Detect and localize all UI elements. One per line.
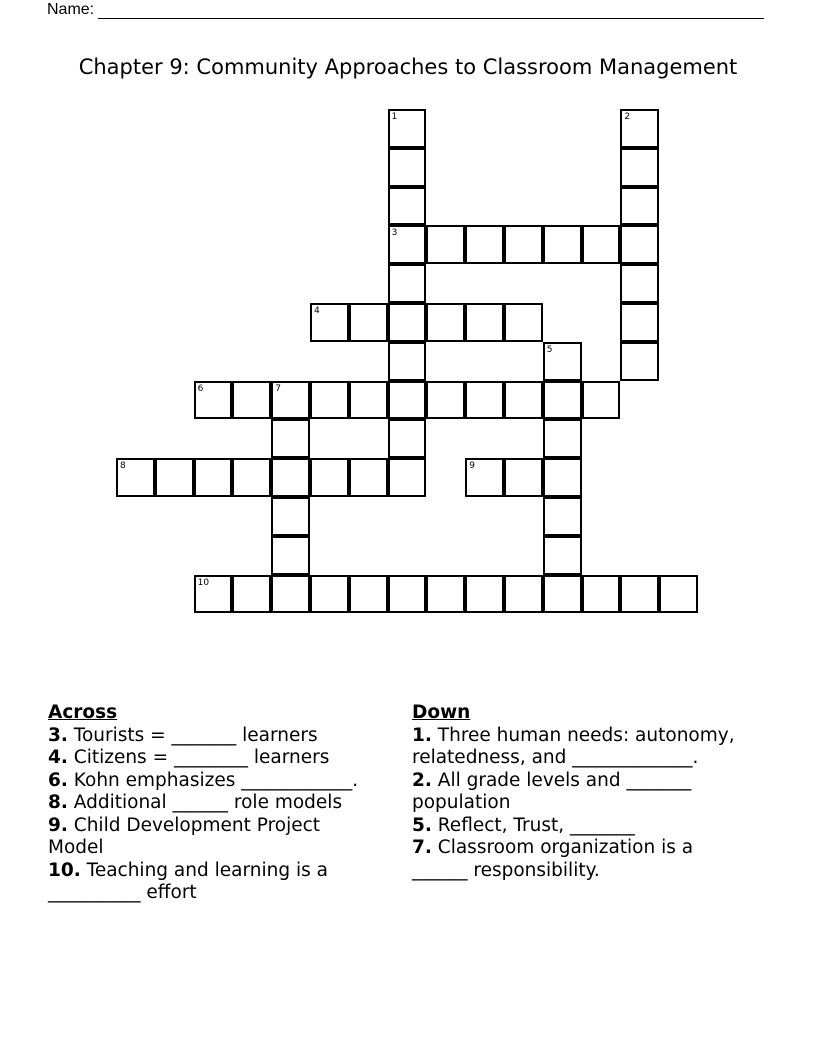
crossword-cell[interactable] <box>388 148 427 187</box>
crossword-cell[interactable] <box>543 225 582 264</box>
cell-number: 5 <box>546 344 553 355</box>
crossword-cell[interactable] <box>388 381 427 420</box>
crossword-cell[interactable] <box>388 575 427 614</box>
clue-across-10 <box>48 860 378 905</box>
crossword-cell[interactable] <box>620 264 659 303</box>
clue-text: Citizens = ________ learners <box>67 747 330 768</box>
crossword-cell[interactable] <box>116 458 155 497</box>
crossword-cell[interactable] <box>271 419 310 458</box>
crossword-cell[interactable] <box>504 225 543 264</box>
clue-across-4 <box>48 747 378 770</box>
crossword-cell[interactable] <box>194 575 233 614</box>
crossword-cell[interactable] <box>620 225 659 264</box>
crossword-cell[interactable] <box>349 381 388 420</box>
cell-number: 2 <box>624 112 631 122</box>
crossword-cell[interactable] <box>388 458 427 497</box>
crossword-cell[interactable] <box>388 264 427 303</box>
crossword-cell[interactable] <box>620 109 659 148</box>
crossword-cell[interactable] <box>271 536 310 575</box>
crossword-cell[interactable] <box>465 381 504 420</box>
crossword-cell[interactable] <box>543 575 582 614</box>
crossword-cell[interactable] <box>465 303 504 342</box>
clue-text: Child Development Project Model <box>48 814 321 858</box>
clue-text: Additional ______ role models <box>67 792 343 813</box>
across-clues <box>48 702 378 905</box>
crossword-cell[interactable] <box>232 381 271 420</box>
crossword-cell[interactable] <box>310 381 349 420</box>
cell-number: 1 <box>391 112 398 122</box>
crossword-cell[interactable] <box>543 342 582 381</box>
cell-number: 6 <box>197 383 204 394</box>
clue-down-2 <box>412 770 752 815</box>
clue-number: 5. <box>412 814 432 836</box>
crossword-cell[interactable] <box>271 575 310 614</box>
crossword-cell[interactable] <box>194 381 233 420</box>
clue-number: 2. <box>412 769 432 791</box>
cell-number: 7 <box>275 383 281 394</box>
cell-number: 4 <box>314 306 320 316</box>
down-heading: Down <box>412 702 471 723</box>
crossword-cell[interactable] <box>310 458 349 497</box>
crossword-cell[interactable] <box>620 187 659 226</box>
clue-number: 8. <box>48 792 68 813</box>
crossword-cell[interactable] <box>232 458 271 497</box>
clue-text: Three human needs: autonomy, relatedness, and _____________. <box>412 724 735 768</box>
clue-number: 10. <box>48 859 81 881</box>
crossword-cell[interactable] <box>504 575 543 614</box>
clue-number: 9. <box>48 814 68 836</box>
crossword-cell[interactable] <box>582 575 621 614</box>
crossword-cell[interactable] <box>349 458 388 497</box>
clue-across-3 <box>48 725 378 748</box>
clue-down-1 <box>412 725 752 770</box>
clue-down-7 <box>412 837 752 882</box>
clue-text: Teaching and learning is a __________ effort <box>48 859 328 903</box>
crossword-cell[interactable] <box>426 575 465 614</box>
crossword-cell[interactable] <box>582 381 621 420</box>
crossword-cell[interactable] <box>543 381 582 420</box>
crossword-cell[interactable] <box>465 458 504 497</box>
crossword-cell[interactable] <box>426 381 465 420</box>
crossword-cell[interactable] <box>620 303 659 342</box>
crossword-cell[interactable] <box>271 497 310 536</box>
crossword-cell[interactable] <box>388 303 427 342</box>
clue-number: 3. <box>48 724 68 746</box>
clue-text: Kohn emphasizes ____________. <box>67 769 359 791</box>
crossword-cell[interactable] <box>155 458 194 497</box>
crossword-cell[interactable] <box>620 342 659 381</box>
crossword-cell[interactable] <box>659 575 698 614</box>
clue-number: 7. <box>412 837 432 858</box>
crossword-cell[interactable] <box>543 536 582 575</box>
crossword-cell[interactable] <box>194 458 233 497</box>
crossword-cell[interactable] <box>504 458 543 497</box>
clue-text: Tourists = _______ learners <box>67 724 318 746</box>
clue-number: 1. <box>412 724 432 746</box>
crossword-cell[interactable] <box>388 225 427 264</box>
clue-text: Reflect, Trust, _______ <box>431 814 635 836</box>
crossword-cell[interactable] <box>388 342 427 381</box>
across-heading: Across <box>48 702 118 723</box>
crossword-cell[interactable] <box>349 303 388 342</box>
crossword-cell[interactable] <box>582 225 621 264</box>
clue-text: Classroom organization is a ______ responsibility. <box>412 837 694 881</box>
crossword-cell[interactable] <box>620 148 659 187</box>
crossword-cell[interactable] <box>504 303 543 342</box>
crossword-cell[interactable] <box>465 225 504 264</box>
crossword-cell[interactable] <box>310 303 349 342</box>
cell-number: 8 <box>120 461 126 472</box>
crossword-cell[interactable] <box>620 575 659 614</box>
crossword-cell[interactable] <box>543 419 582 458</box>
crossword-cell[interactable] <box>426 303 465 342</box>
clue-across-8 <box>48 792 378 815</box>
clue-text: All grade levels and _______ population <box>412 769 692 813</box>
crossword-cell[interactable] <box>543 497 582 536</box>
clue-across-6 <box>48 770 378 793</box>
crossword-cell[interactable] <box>388 419 427 458</box>
crossword-cell[interactable] <box>271 381 310 420</box>
cell-number: 10 <box>197 577 210 588</box>
name-label: Name: <box>47 1 95 18</box>
clue-down-5 <box>412 815 752 838</box>
crossword-cell[interactable] <box>388 109 427 148</box>
crossword-cell[interactable] <box>426 225 465 264</box>
crossword-cell[interactable] <box>232 575 271 614</box>
crossword-cell[interactable] <box>504 381 543 420</box>
clue-across-9 <box>48 815 378 860</box>
crossword-cell[interactable] <box>465 575 504 614</box>
crossword-cell[interactable] <box>543 458 582 497</box>
cell-number: 3 <box>391 228 398 239</box>
crossword-cell[interactable] <box>349 575 388 614</box>
cell-number: 9 <box>469 461 475 472</box>
crossword-cell[interactable] <box>310 575 349 614</box>
down-clues <box>412 702 752 882</box>
crossword-cell[interactable] <box>388 187 427 226</box>
clue-number: 4. <box>48 747 68 768</box>
crossword-cell[interactable] <box>271 458 310 497</box>
page-title: Chapter 9: Community Approaches to Classroom Management <box>78 55 738 79</box>
clue-number: 6. <box>48 769 68 791</box>
